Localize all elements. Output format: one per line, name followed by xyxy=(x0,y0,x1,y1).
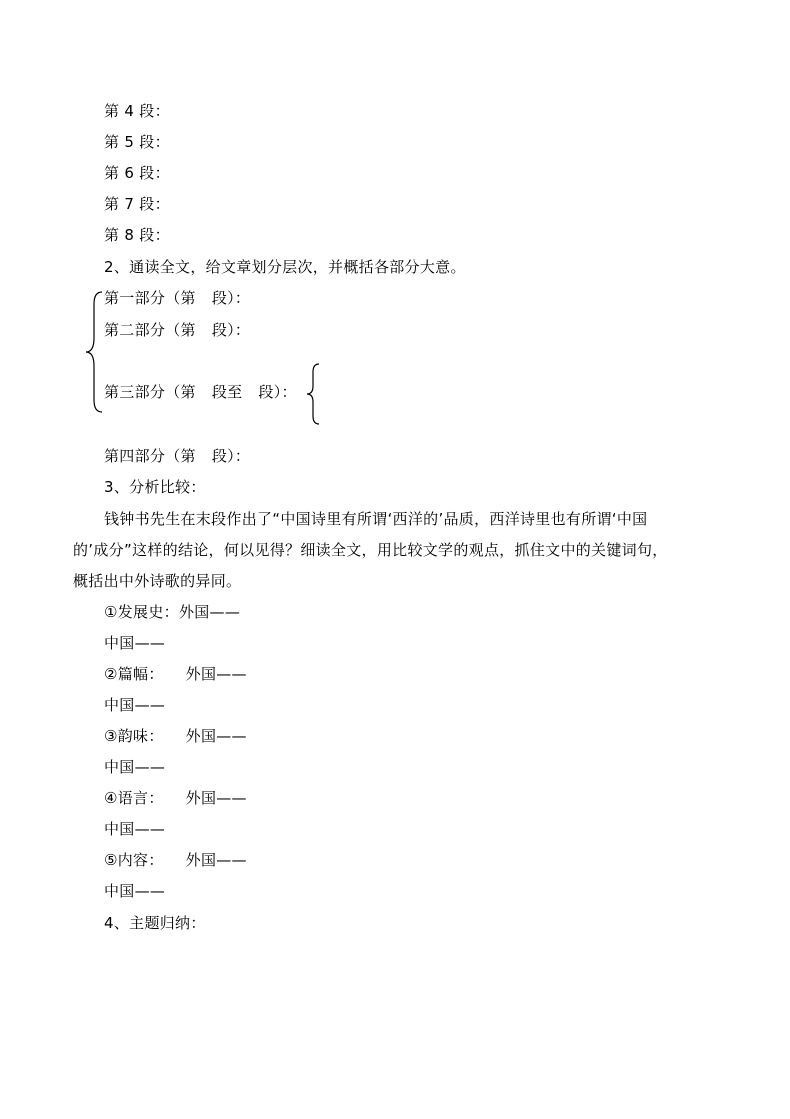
segment-line-8: 第 8 段： xyxy=(104,226,170,244)
part-3-middle: 段至 xyxy=(211,383,243,401)
part-4-suffix: 段）： xyxy=(211,447,251,465)
item-label: ③韵味： xyxy=(104,727,164,745)
part-4-line xyxy=(104,446,250,466)
part-4-prefix: 第四部分（第 xyxy=(104,447,196,465)
comparison-item-length-china: 中国—— xyxy=(104,696,166,714)
part-3-prefix: 第三部分（第 xyxy=(104,383,196,401)
item-foreign: 外国—— xyxy=(185,789,247,807)
question-3-paragraph-line-1: 钱钟书先生在末段作出了“中国诗里有所谓‘西洋的’品质，西洋诗里也有所谓‘中国 xyxy=(104,510,648,528)
item-label: ⑤内容： xyxy=(104,851,164,869)
right-brace xyxy=(303,362,321,426)
item-foreign: 外国—— xyxy=(185,851,247,869)
question-2-title: 2、通读全文，给文章划分层次，并概括各部分大意。 xyxy=(104,258,466,276)
item-label: ④语言： xyxy=(104,789,164,807)
comparison-item-language-china: 中国—— xyxy=(104,820,166,838)
comparison-item-language xyxy=(104,788,247,808)
question-4-title: 4、主题归纳： xyxy=(104,914,206,932)
segment-line-7: 第 7 段： xyxy=(104,195,170,213)
part-1-suffix: 段）： xyxy=(211,289,251,307)
comparison-item-history-china: 中国—— xyxy=(104,634,166,652)
item-foreign: 外国—— xyxy=(185,665,247,683)
part-2-suffix: 段）： xyxy=(211,321,251,339)
segment-line-6: 第 6 段： xyxy=(104,164,170,182)
comparison-item-content-china: 中国—— xyxy=(104,882,166,900)
comparison-item-history xyxy=(104,602,240,622)
segment-line-4: 第 4 段： xyxy=(104,102,170,120)
item-label: ①发展史： xyxy=(104,603,179,621)
question-3-title: 3、分析比较： xyxy=(104,478,206,496)
comparison-item-content xyxy=(104,850,247,870)
comparison-item-length xyxy=(104,664,247,684)
comparison-item-flavor-china: 中国—— xyxy=(104,758,166,776)
segment-line-5: 第 5 段： xyxy=(104,133,170,151)
left-brace xyxy=(82,290,106,414)
part-3-suffix: 段）： xyxy=(258,383,297,401)
part-2-prefix: 第二部分（第 xyxy=(104,321,196,339)
question-3-paragraph-line-2: 的’成分”这样的结论，何以见得？细读全文，用比较文学的观点，抓住文中的关键词句， xyxy=(73,541,668,559)
part-1-line xyxy=(104,288,250,308)
part-1-prefix: 第一部分（第 xyxy=(104,289,196,307)
item-foreign: 外国—— xyxy=(185,727,247,745)
comparison-item-flavor xyxy=(104,726,247,746)
part-3-line xyxy=(104,382,297,402)
item-foreign: 外国—— xyxy=(178,603,241,621)
item-label: ②篇幅： xyxy=(104,665,164,683)
part-2-line xyxy=(104,320,250,340)
question-3-paragraph-line-3: 概括出中外诗歌的异同。 xyxy=(73,572,242,590)
